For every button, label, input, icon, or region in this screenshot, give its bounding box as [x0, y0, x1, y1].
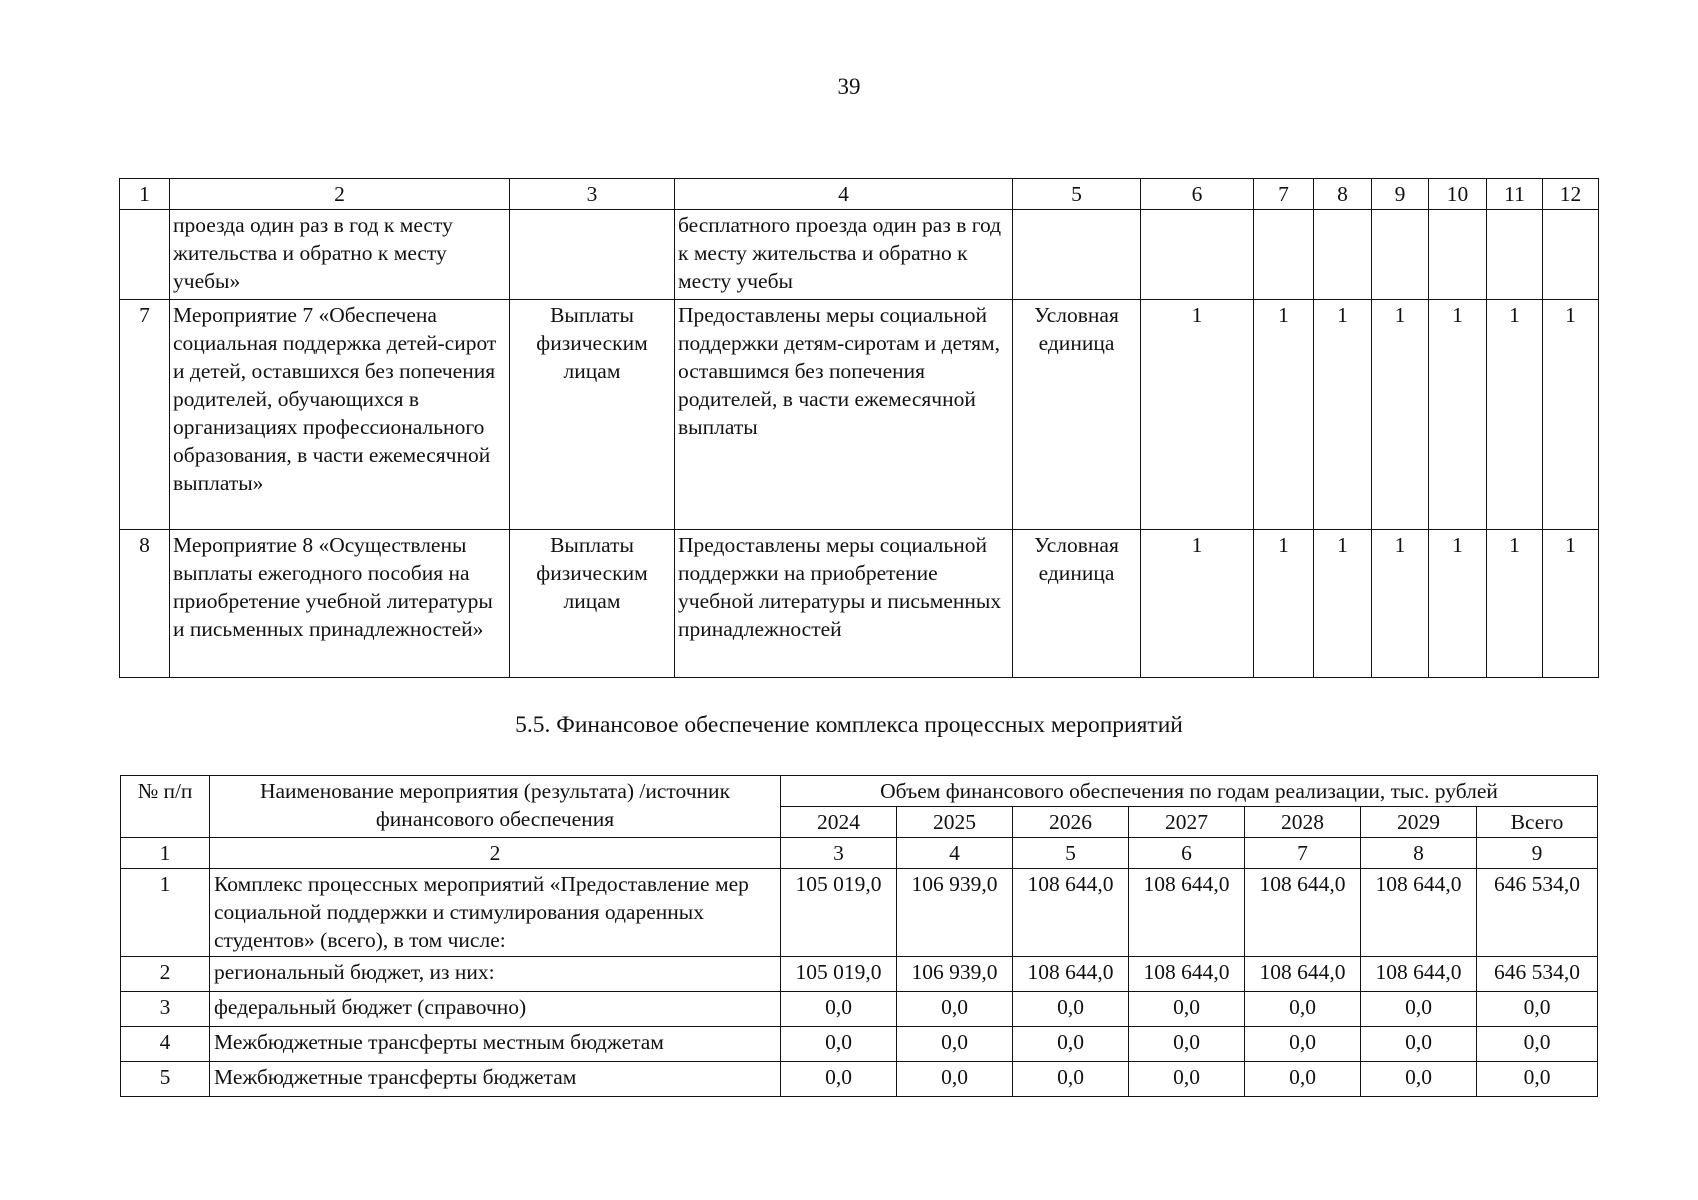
amount-cell: 0,0: [1361, 1027, 1477, 1062]
numbering-cell: 1: [121, 838, 210, 869]
header-cell: 9: [1372, 179, 1429, 210]
header-cell: 5: [1013, 179, 1141, 210]
table-row: [121, 1027, 1598, 1062]
amount-cell: 0,0: [1477, 992, 1598, 1027]
amount-cell: 0,0: [1129, 992, 1245, 1027]
header-cell: 6: [1141, 179, 1254, 210]
amount-cell: 0,0: [781, 992, 897, 1027]
event-name: Мероприятие 7 «Обеспечена социальная поддержка детей-сирот и детей, оставшихся без попечения родителей, обучающихся в организациях профессионального образования, в части ежемесячной выплаты»: [170, 300, 510, 530]
year-cell: 2027: [1129, 807, 1245, 838]
section-title: 5.5. Финансовое обеспечение комплекса процессных мероприятий: [515, 712, 1183, 738]
numbering-cell: 4: [897, 838, 1013, 869]
year-cell: 2024: [781, 807, 897, 838]
value-cell: 1: [1314, 530, 1372, 678]
header-cell: 10: [1429, 179, 1487, 210]
amount-cell: 108 644,0: [1361, 869, 1477, 957]
header-number: № п/п: [121, 776, 210, 838]
amount-cell: 0,0: [1477, 1027, 1598, 1062]
amount-cell: 105 019,0: [781, 869, 897, 957]
year-cell: 2028: [1245, 807, 1361, 838]
year-cell: 2029: [1361, 807, 1477, 838]
header-cell: 1: [120, 179, 170, 210]
row-number: [120, 210, 170, 300]
value-cell: [1429, 210, 1487, 300]
source-name: Межбюджетные трансферты местным бюджетам: [210, 1027, 781, 1062]
amount-cell: 108 644,0: [1013, 957, 1129, 992]
row-number: 2: [121, 957, 210, 992]
value-cell: 1: [1141, 530, 1254, 678]
value-cell: [1314, 210, 1372, 300]
amount-cell: 0,0: [897, 1062, 1013, 1097]
event-name: проезда один раз в год к месту жительства и обратно к месту учебы»: [170, 210, 510, 300]
event-type: Выплаты физическим лицам: [510, 530, 675, 678]
unit: Условная единица: [1013, 530, 1141, 678]
event-result: Предоставлены меры социальной поддержки детям-сиротам и детям, оставшимся без попечения родителей, в части ежемесячной выплаты: [675, 300, 1013, 530]
row-number: 7: [120, 300, 170, 530]
amount-cell: 108 644,0: [1245, 957, 1361, 992]
amount-cell: 646 534,0: [1477, 957, 1598, 992]
value-cell: [1543, 210, 1599, 300]
table-row: [121, 992, 1598, 1027]
table-row: [120, 530, 1599, 678]
header-cell: 4: [675, 179, 1013, 210]
value-cell: 1: [1372, 530, 1429, 678]
amount-cell: 108 644,0: [1245, 869, 1361, 957]
amount-cell: 0,0: [1013, 992, 1129, 1027]
indicators-table: [119, 178, 1599, 678]
value-cell: 1: [1543, 530, 1599, 678]
amount-cell: 646 534,0: [1477, 869, 1598, 957]
value-cell: 1: [1429, 300, 1487, 530]
header-cell: 3: [510, 179, 675, 210]
amount-cell: 108 644,0: [1361, 957, 1477, 992]
amount-cell: 0,0: [1245, 992, 1361, 1027]
numbering-cell: 3: [781, 838, 897, 869]
amount-cell: 106 939,0: [897, 869, 1013, 957]
table-row: [120, 210, 1599, 300]
row-number: 4: [121, 1027, 210, 1062]
amount-cell: 0,0: [1245, 1027, 1361, 1062]
amount-cell: 0,0: [1013, 1027, 1129, 1062]
page-number: 39: [837, 74, 861, 99]
value-cell: 1: [1254, 300, 1314, 530]
value-cell: 1: [1429, 530, 1487, 678]
unit: [1013, 210, 1141, 300]
table-row: [121, 957, 1598, 992]
table-row: [120, 300, 1599, 530]
header-cell: 2: [170, 179, 510, 210]
value-cell: [1254, 210, 1314, 300]
header-cell: 8: [1314, 179, 1372, 210]
row-number: 1: [121, 869, 210, 957]
source-name: Комплекс процессных мероприятий «Предоставление мер социальной поддержки и стимулирования одаренных студентов» (всего), в том числе:: [210, 869, 781, 957]
value-cell: 1: [1487, 530, 1543, 678]
year-cell: Всего: [1477, 807, 1598, 838]
amount-cell: 106 939,0: [897, 957, 1013, 992]
numbering-row: [121, 838, 1598, 869]
financing-table: [120, 775, 1598, 1097]
amount-cell: 108 644,0: [1129, 957, 1245, 992]
row-number: 3: [121, 992, 210, 1027]
event-type: Выплаты физическим лицам: [510, 300, 675, 530]
event-name: Мероприятие 8 «Осуществлены выплаты ежегодного пособия на приобретение учебной литературы и письменных принадлежностей»: [170, 530, 510, 678]
amount-cell: 0,0: [1477, 1062, 1598, 1097]
table-row: [121, 1062, 1598, 1097]
amount-cell: 0,0: [781, 1062, 897, 1097]
unit: Условная единица: [1013, 300, 1141, 530]
header-row: [120, 179, 1599, 210]
value-cell: 1: [1141, 300, 1254, 530]
value-cell: [1141, 210, 1254, 300]
event-result: Предоставлены меры социальной поддержки на приобретение учебной литературы и письменных принадлежностей: [675, 530, 1013, 678]
value-cell: 1: [1254, 530, 1314, 678]
numbering-cell: 2: [210, 838, 781, 869]
amount-cell: 0,0: [897, 992, 1013, 1027]
value-cell: 1: [1543, 300, 1599, 530]
row-number: 8: [120, 530, 170, 678]
source-name: Межбюджетные трансферты бюджетам: [210, 1062, 781, 1097]
value-cell: [1487, 210, 1543, 300]
value-cell: [1372, 210, 1429, 300]
amount-cell: 0,0: [1361, 1062, 1477, 1097]
header-cell: 7: [1254, 179, 1314, 210]
source-name: федеральный бюджет (справочно): [210, 992, 781, 1027]
amount-cell: 105 019,0: [781, 957, 897, 992]
year-cell: 2025: [897, 807, 1013, 838]
header-cell: 11: [1487, 179, 1543, 210]
year-cell: 2026: [1013, 807, 1129, 838]
numbering-cell: 7: [1245, 838, 1361, 869]
header-cell: 12: [1543, 179, 1599, 210]
value-cell: 1: [1314, 300, 1372, 530]
numbering-cell: 9: [1477, 838, 1598, 869]
header-name: Наименование мероприятия (результата) /источник финансового обеспечения: [210, 776, 781, 838]
event-type: [510, 210, 675, 300]
amount-cell: 0,0: [1245, 1062, 1361, 1097]
value-cell: 1: [1372, 300, 1429, 530]
row-number: 5: [121, 1062, 210, 1097]
amount-cell: 0,0: [781, 1027, 897, 1062]
amount-cell: 108 644,0: [1013, 869, 1129, 957]
amount-cell: 0,0: [897, 1027, 1013, 1062]
source-name: региональный бюджет, из них:: [210, 957, 781, 992]
header-row: [121, 776, 1598, 807]
numbering-cell: 8: [1361, 838, 1477, 869]
amount-cell: 0,0: [1129, 1062, 1245, 1097]
numbering-cell: 5: [1013, 838, 1129, 869]
amount-cell: 108 644,0: [1129, 869, 1245, 957]
amount-cell: 0,0: [1361, 992, 1477, 1027]
table-row: [121, 869, 1598, 957]
value-cell: 1: [1487, 300, 1543, 530]
amount-cell: 0,0: [1013, 1062, 1129, 1097]
amount-cell: 0,0: [1129, 1027, 1245, 1062]
event-result: бесплатного проезда один раз в год к месту жительства и обратно к месту учебы: [675, 210, 1013, 300]
header-volume: Объем финансового обеспечения по годам реализации, тыс. рублей: [781, 776, 1598, 807]
numbering-cell: 6: [1129, 838, 1245, 869]
